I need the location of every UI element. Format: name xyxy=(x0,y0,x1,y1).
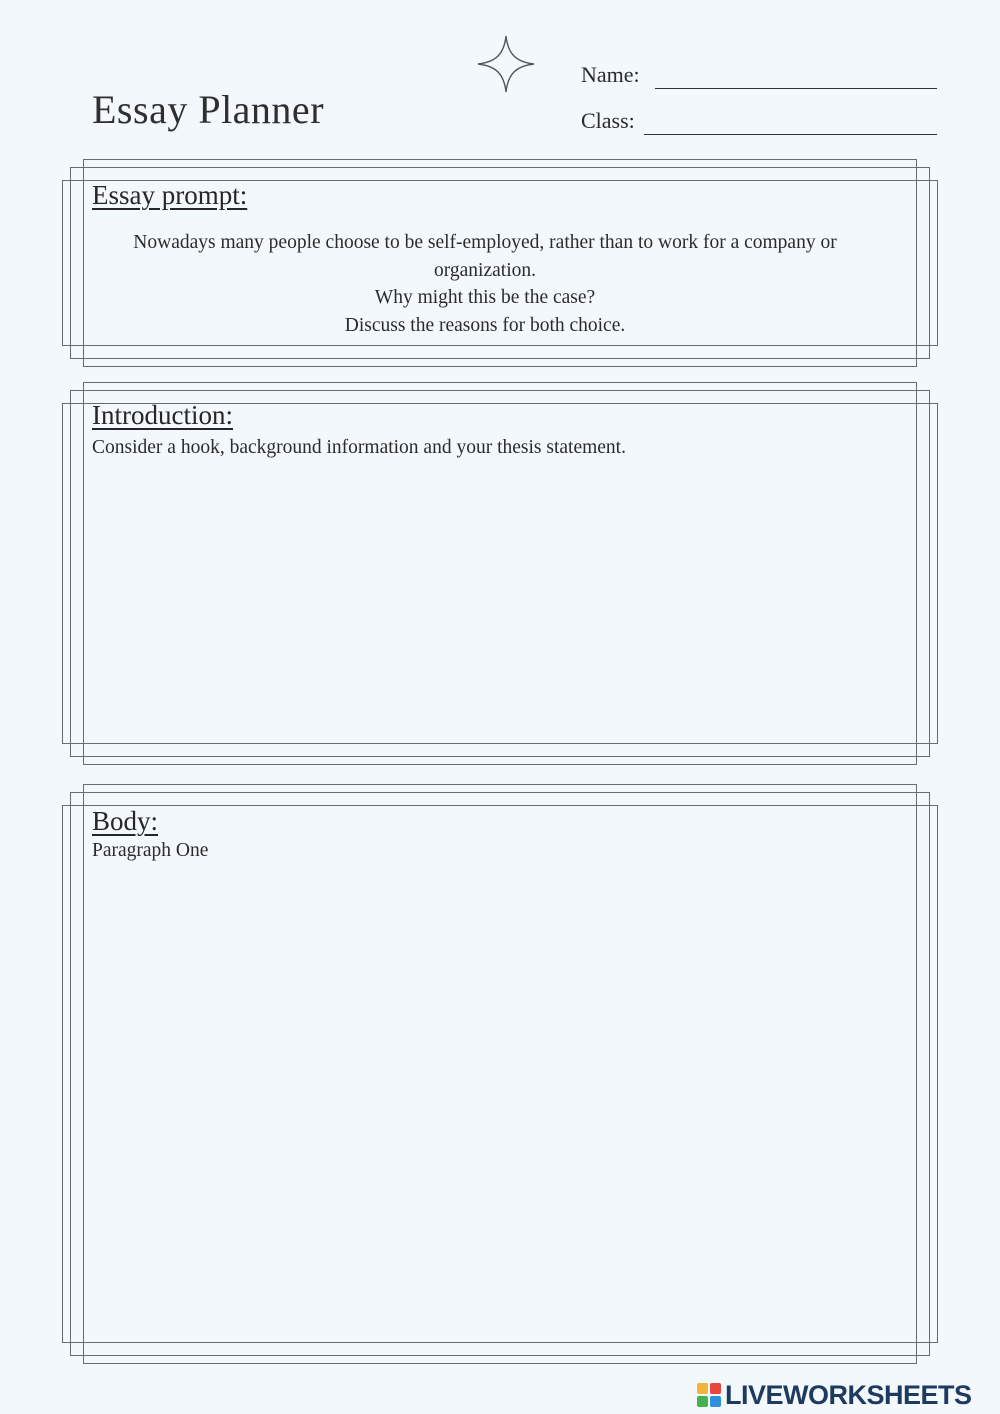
logo-cell xyxy=(710,1396,721,1407)
page-title: Essay Planner xyxy=(92,87,325,132)
prompt-text xyxy=(92,229,878,339)
prompt-line: Why might this be the case? xyxy=(374,287,596,308)
name-label: Name: xyxy=(581,62,640,87)
class-label: Class: xyxy=(581,108,635,133)
logo-cell xyxy=(697,1396,708,1407)
introduction-instructions: Consider a hook, background information and your thesis statement. xyxy=(92,437,626,458)
prompt-line: Discuss the reasons for both choice. xyxy=(344,314,626,336)
liveworksheets-brand[interactable] xyxy=(697,1377,972,1413)
logo-cell xyxy=(697,1383,708,1394)
prompt-heading: Essay prompt: xyxy=(92,180,248,210)
brand-name: LIVEWORKSHEETS xyxy=(725,1379,972,1410)
body-heading: Body: xyxy=(92,806,159,836)
name-field-line[interactable] xyxy=(655,88,937,89)
prompt-line: organization. xyxy=(434,259,536,281)
body-paragraph-label: Paragraph One xyxy=(92,840,209,861)
body-frame[interactable] xyxy=(62,784,938,1364)
sparkle-star-icon xyxy=(476,34,536,94)
prompt-line: Nowadays many people choose to be self-employed, rather than to work for a company or xyxy=(133,232,837,253)
introduction-heading: Introduction: xyxy=(92,400,233,430)
liveworksheets-logo-icon xyxy=(697,1383,721,1407)
logo-cell xyxy=(710,1383,721,1394)
class-field-line[interactable] xyxy=(644,134,937,135)
